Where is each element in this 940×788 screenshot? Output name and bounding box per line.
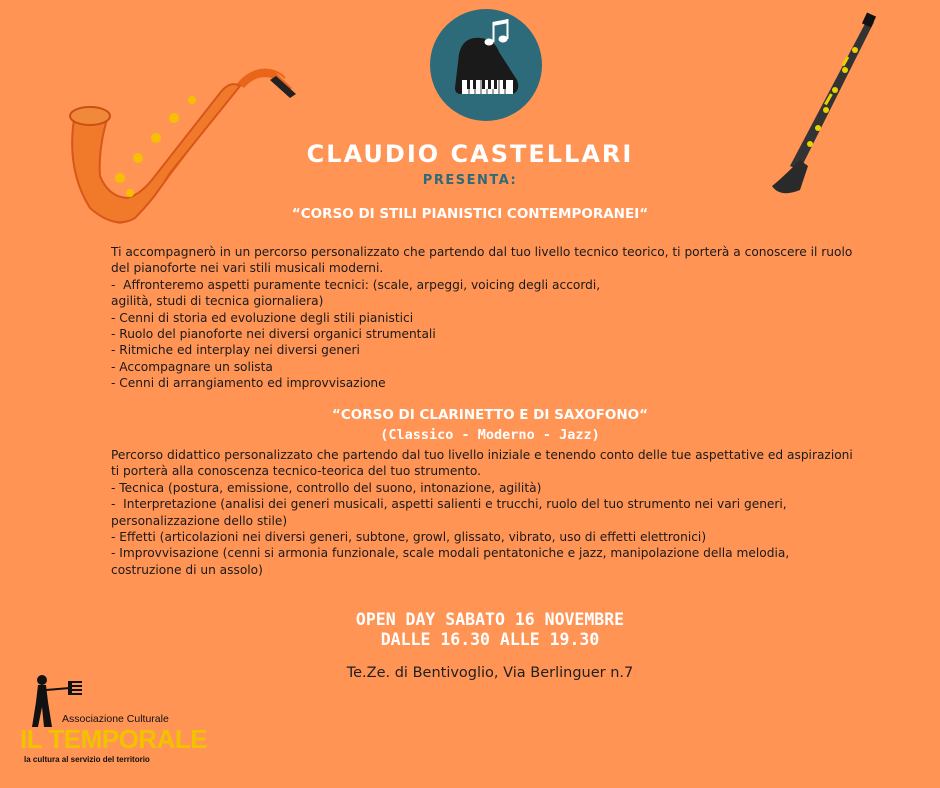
- course1-line: - Cenni di arrangiamento ed improvvisazione: [111, 376, 386, 391]
- course1-description: [111, 244, 891, 392]
- course1-line: - Ruolo del pianoforte nei diversi organici strumentali: [111, 327, 436, 342]
- presenta-label: PRESENTA:: [422, 173, 518, 188]
- course2-line: ti porterà alla conoscenza tecnico-teorica del tuo strumento.: [111, 464, 482, 479]
- course2-line: - Tecnica (postura, emissione, controllo del suono, intonazione, agilità): [111, 480, 542, 495]
- clarinet-icon: [760, 10, 890, 200]
- association-label: Associazione Culturale: [62, 713, 169, 725]
- association-tagline: la cultura al servizio del territorio: [24, 755, 150, 764]
- course1-line: agilità, studi di tecnica giornaliera): [111, 294, 324, 309]
- open-day-date: OPEN DAY SABATO 16 NOVEMBRE: [355, 610, 625, 629]
- course2-subtitle: (Classico - Moderno - Jazz): [380, 427, 600, 443]
- course2-description: [111, 447, 891, 578]
- course2-line: - Effetti (articolazioni nei diversi generi, subtone, growl, glissato, vibrato, uso di effetti elettronici): [111, 530, 707, 545]
- course2-line: personalizzazione dello stile): [111, 513, 288, 528]
- piano-logo-icon: [429, 8, 543, 122]
- association-name: IL TEMPORALE: [20, 724, 208, 754]
- course1-line: - Accompagnare un solista: [111, 359, 273, 374]
- event-address: Te.Ze. di Bentivoglio, Via Berlinguer n.7: [346, 665, 634, 681]
- course2-line: - Improvvisazione (cenni si armonia funzionale, scale modali pentatoniche e jazz, manipolazione della melodia,: [111, 546, 790, 561]
- course1-line: - Affronteremo aspetti puramente tecnici: (scale, arpeggi, voicing degli accordi,: [111, 277, 601, 292]
- presenter-name: CLAUDIO CASTELLARI: [306, 140, 634, 168]
- course1-title: “CORSO DI STILI PIANISTICI CONTEMPORANEI“: [291, 206, 649, 222]
- course1-line: - Cenni di storia ed evoluzione degli stili pianistici: [111, 310, 414, 325]
- open-day-time: DALLE 16.30 ALLE 19.30: [380, 630, 600, 649]
- course1-line: - Ritmiche ed interplay nei diversi generi: [111, 343, 360, 358]
- course1-line: Ti accompagnerò in un percorso personalizzato che partendo dal tuo livello tecnico teorico, ti porterà a conoscere il ruolo: [111, 245, 853, 259]
- course2-title: “CORSO DI CLARINETTO E DI SAXOFONO“: [331, 407, 649, 423]
- course2-line: Percorso didattico personalizzato che partendo dal tuo livello iniziale e tenendo conto delle tue aspettative ed aspirazioni: [111, 448, 853, 462]
- course1-line: del pianoforte nei vari stili musicali moderni.: [111, 261, 384, 276]
- course2-line: costruzione di un assolo): [111, 562, 263, 577]
- course2-line: - Interpretazione (analisi dei generi musicali, aspetti salienti e trucchi, ruolo del tuo strumento nei vari generi,: [111, 497, 787, 512]
